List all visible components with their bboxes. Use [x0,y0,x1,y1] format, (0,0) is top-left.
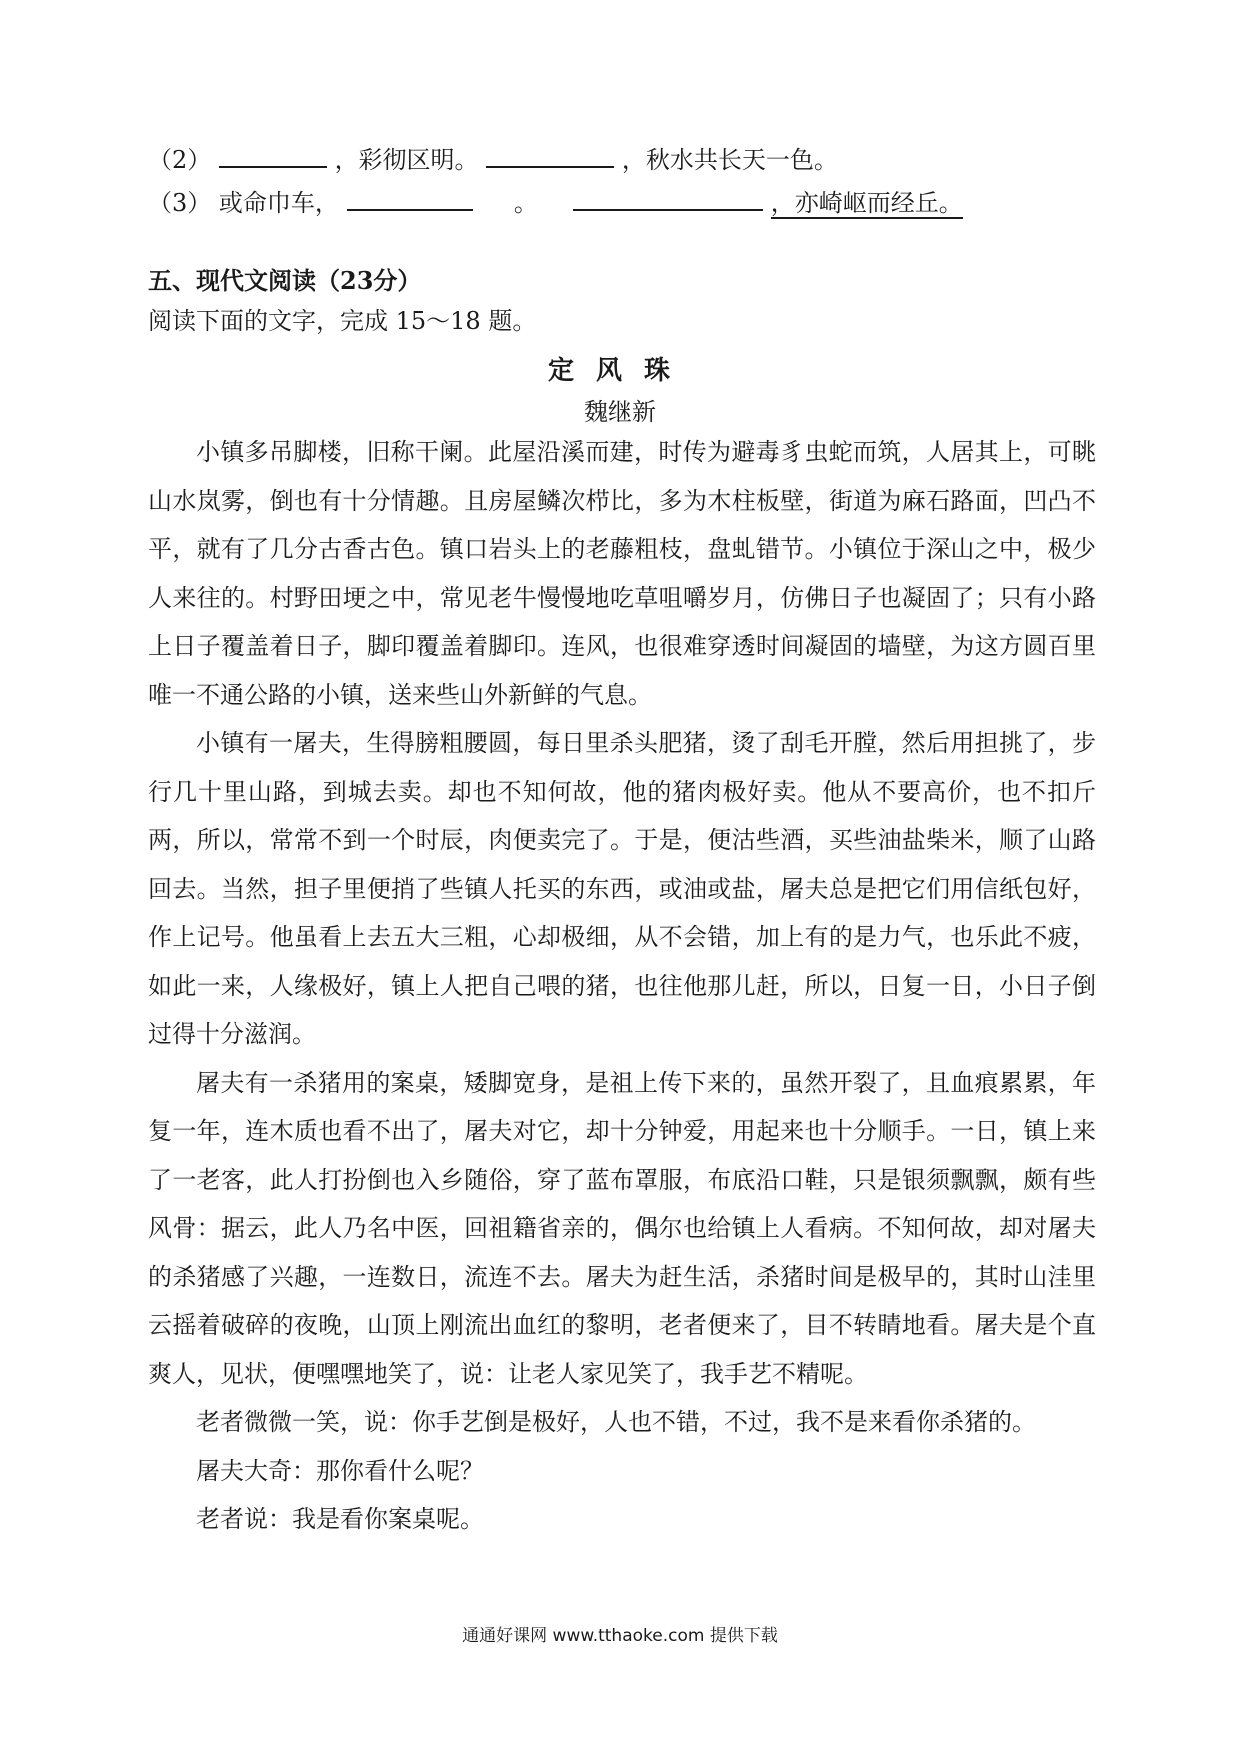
article-paragraph: 老者微微一笑，说：你手艺倒是极好，人也不错，不过，我不是来看你杀猪的。 [196,1408,1036,1436]
answer-blank[interactable] [347,183,473,211]
recite-question-3 [148,183,963,220]
section-heading: 五、现代文阅读（23分） [148,266,422,295]
question-number: （2） [148,146,212,174]
recite-text: ，亦崎岖而经丘。 [770,189,963,217]
recite-text: 或命巾车， [218,189,339,217]
section-instruction: 阅读下面的文字，完成 15～18 题。 [148,307,537,335]
recite-text: ，彩彻区明。 [334,146,479,174]
recite-text: 。 [513,189,538,217]
article-paragraph: 老者说：我是看你案桌呢。 [196,1505,484,1533]
question-number: （3） [148,189,212,217]
article-paragraph: 屠夫有一杀猪用的案桌，矮脚宽身，是祖上传下来的，虽然开裂了，且血痕累累，年复一年，连木质也看不出了，屠夫对它，却十分钟爱，用起来也十分顺手。一日，镇上来了一老客，此人打扮倒也入乡随俗，穿了蓝布罩服，布底沿口鞋，只是银须飘飘，颇有些风骨：据云，此人乃名中医，回祖籍省亲的，偶尔也给镇上人看病。不知何故，却对屠夫的杀猪感了兴趣，一连数日，流连不去。屠夫为赶生活，杀猪时间是极早的，其时山洼里云摇着破碎的夜晚，山顶上刚流出血红的黎明，老者便来了，目不转睛地看。屠夫是个直爽人，见状，便嘿嘿地笑了，说：让老人家见笑了，我手艺不精呢。 [148,1068,1096,1388]
answer-blank[interactable] [219,140,327,168]
article-title: 定风珠 [547,356,692,386]
article-paragraph: 小镇多吊脚楼，旧称干阑。此屋沿溪而建，时传为避毒豸虫蛇而筑，人居其上，可眺山水岚雾，倒也有十分情趣。且房屋鳞次栉比，多为木柱板壁，街道为麻石路面，凹凸不平，就有了几分古香古色。镇口岩头上的老藤粗枝，盘虬错节。小镇位于深山之中，极少人来往的。村野田埂之中，常见老牛慢慢地吃草咀嚼岁月，仿佛日子也凝固了；只有小路上日子覆盖着日子，脚印覆盖着脚印。连风，也很难穿透时间凝固的墙壁，为这方圆百里唯一不通公路的小镇，送来些山外新鲜的气息。 [148,438,1096,709]
page-footer: 通通好课网 www.tthaoke.com 提供下载 [462,1626,778,1646]
answer-blank[interactable] [573,183,763,211]
article-paragraph: 屠夫大奇：那你看什么呢？ [196,1456,484,1485]
recite-text: ，秋水共长天一色。 [621,146,838,174]
answer-blank[interactable] [486,140,614,168]
recite-question-2 [148,140,838,177]
article-body [148,428,1096,1544]
article-paragraph: 小镇有一屠夫，生得膀粗腰圆，每日里杀头肥猪，烫了刮毛开膛，然后用担挑了，步行几十里山路，到城去卖。却也不知何故，他的猪肉极好卖。他从不要高价，也不扣斤两，所以，常常不到一个时辰，肉便卖完了。于是，便沽些酒，买些油盐柴米，顺了山路回去。当然，担子里便捎了些镇人托买的东西，或油或盐，屠夫总是把它们用信纸包好，作上记号。他虽看上去五大三粗，心却极细，从不会错，加上有的是力气，也乐此不疲，如此一来，人缘极好，镇上人把自己喂的猪，也往他那儿赶，所以，日复一日，小日子倒过得十分滋润。 [148,729,1096,1048]
article-author: 魏继新 [584,398,656,426]
